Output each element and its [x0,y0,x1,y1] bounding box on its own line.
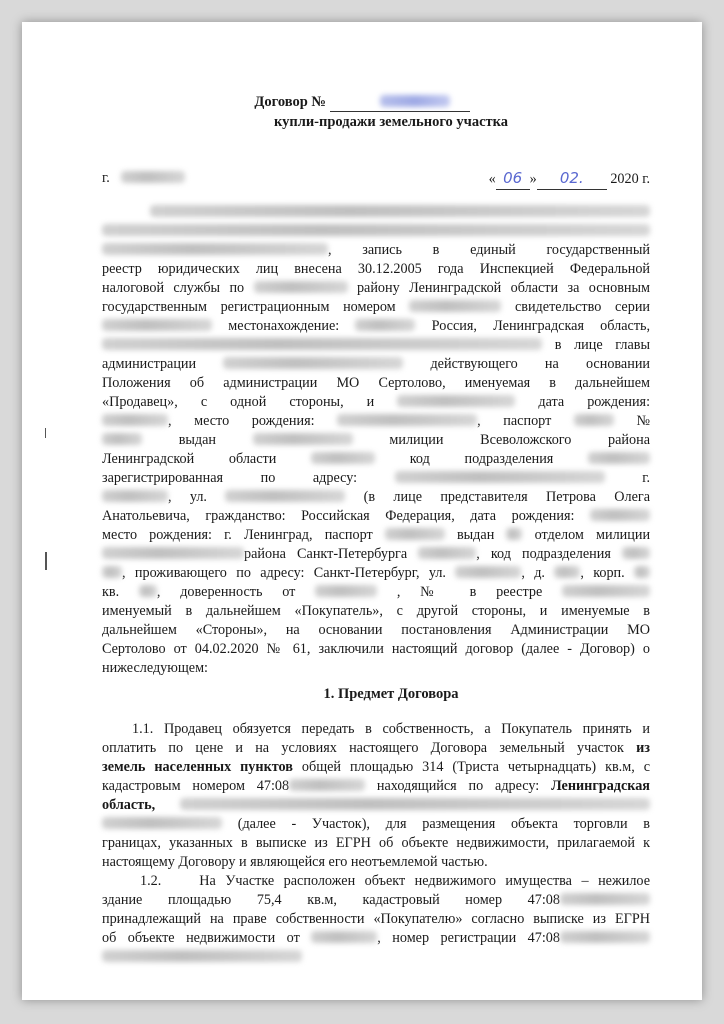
date-month: 02. [537,169,607,190]
place-date-line [102,169,650,188]
clause-1-2-line-4: об объекте недвижимости от , номер регистрации 47:08 [102,929,650,948]
party-line-18: место рождения: г. Ленинград, паспорт выдан отделом милиции [102,527,651,543]
party-line-6: государственным регистрационным номером свидетельство серии [102,299,651,315]
party-line-23: дальнейшем «Стороны», на основании постановления Администрации МО [102,622,650,638]
redacted-city [121,171,185,183]
party-line-8: в лице главы [102,336,650,355]
party-line-19: района Санкт-Петербурга , код подразделения [102,545,650,564]
city-prefix: г. [102,170,110,186]
clause-1-1-line-1: 1.1. Продавец обязуется передать в собственность, а Покупатель принять и [132,721,650,737]
contract-number [330,94,470,112]
party-line-16: , ул. (в лице представителя Петрова Олега [102,488,650,507]
party-line-14: Ленинградской области код подразделения [102,450,650,469]
date-close-quote: » [529,171,537,187]
clause-1-1-line-7: границах, указанных в выписке из ЕГРН об объекте недвижимости, прилагаемой к [102,835,650,851]
party-line-11: «Продавец», с одной стороны, и дата рождения: [102,394,651,410]
party-line-24: Сертолово от 04.02.2020 № 61, заключили настоящий договор (далее - Договор) о [102,641,650,657]
party-line-21: кв. , доверенность от , № в реестре [102,583,650,602]
redacted-line-1 [102,203,650,222]
party-line-7: местонахождение: Россия, Ленинградская область, [102,317,650,336]
clause-1-1-line-4: кадастровым номером 47:08 находящийся по адресу: Ленинградская [102,778,650,794]
section-1-title: 1. Предмет Договора [323,686,459,702]
party-line-4: реестр юридических лиц внесена 30.12.2005 года Инспекцией Федеральной [102,261,650,277]
document-page [22,22,702,1000]
redacted-line-last [102,948,650,967]
party-line-5: налоговой службы по району Ленинградской области за основным [102,280,650,296]
party-line-12: , место рождения: , паспорт № [102,412,650,431]
party-line-15: зарегистрированная по адресу: г. [102,470,650,486]
clause-1-1-line-5: область, [102,796,650,815]
contract-title [22,94,702,112]
redacted-line-2 [102,222,650,241]
contract-date [489,169,650,190]
clause-1-1-line-6: (далее - Участок), для размещения объекта торговли в [102,815,650,834]
party-line-3: , запись в единый государственный [102,241,650,260]
contract-subtitle: купли-продажи земельного участка [273,114,509,130]
party-line-9: администрации действующего на основании [102,356,651,372]
date-year: 2020 г. [610,171,650,187]
clause-1-1-line-3: земель населенных пунктов общей площадью 314 (Триста четырнадцать) кв.м, с [102,759,650,775]
party-line-22: именуемый в дальнейшем «Покупатель», с другой стороны, и именуемые в [102,603,650,619]
margin-mark [45,428,46,438]
party-line-25: нижеследующем: [102,660,208,676]
margin-mark [45,552,47,570]
clause-1-1-line-2: оплатить по цене и на условиях настоящего Договора земельный участок из [102,740,650,756]
party-line-10: Положения об администрации МО Сертолово, именуемая в дальнейшем [102,375,650,391]
date-open-quote: « [488,171,496,187]
date-day: 06 [496,169,530,190]
clause-1-2-line-3: принадлежащий на праве собственности «Покупателю» согласно выписке из ЕГРН [102,911,650,927]
party-line-17: Анатольевича, гражданство: Российская Федерация, дата рождения: [102,507,650,526]
contract-title-prefix: Договор № [254,94,326,110]
clause-1-2-line-2: здание площадью 75,4 кв.м, кадастровый номер 47:08 [102,891,650,910]
clause-1-1-line-8: настоящему Договору и являющейся его неотъемлемой частью. [102,854,488,870]
clause-1-2-line-1: 1.2. На Участке расположен объект недвижимого имущества – нежилое [140,873,650,889]
party-line-13: выдан милиции Всеволожского района [102,431,650,450]
party-line-20: , проживающего по адресу: Санкт-Петербург, ул. , д. , корп. [102,564,650,583]
